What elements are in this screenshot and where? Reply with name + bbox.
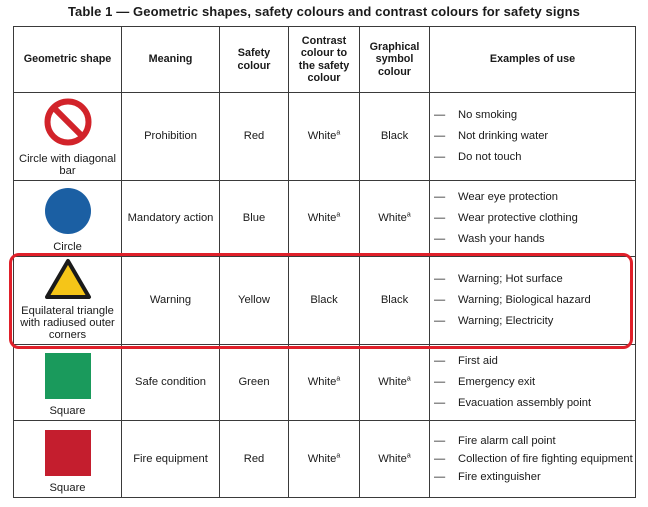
list-item: — Collection of fire fighting equipment bbox=[434, 453, 635, 466]
meaning-cell: Warning bbox=[122, 257, 220, 345]
table-row bbox=[14, 181, 636, 257]
footnote-mark: a bbox=[336, 375, 341, 383]
list-item: — No smoking bbox=[434, 109, 635, 122]
safety-colour-cell: Yellow bbox=[220, 257, 289, 345]
contrast-colour-cell: White$^a$ bbox=[289, 421, 360, 498]
list-item: — Wear protective clothing bbox=[434, 212, 635, 225]
safety-signs-table bbox=[13, 26, 636, 498]
fire-equipment-square-icon bbox=[45, 430, 91, 476]
shape-label: Equilateral triangle with radiused outer corners bbox=[20, 305, 115, 341]
header-contrast-colour: Contrast colour to the safety colour bbox=[289, 27, 360, 93]
shape-cell bbox=[14, 345, 122, 421]
header-examples-of-use: Examples of use bbox=[430, 27, 636, 93]
list-item: — Not drinking water bbox=[434, 130, 635, 143]
table-row bbox=[14, 421, 636, 498]
examples-cell bbox=[430, 181, 636, 257]
safe-condition-square-icon bbox=[45, 353, 91, 399]
symbol-colour-cell: White$^a$ bbox=[360, 345, 430, 421]
meaning-cell: Mandatory action bbox=[122, 181, 220, 257]
safety-colour-cell: Green bbox=[220, 345, 289, 421]
meaning-cell: Fire equipment bbox=[122, 421, 220, 498]
footnote-mark: a bbox=[336, 129, 341, 137]
prohibition-sign-icon bbox=[43, 97, 93, 147]
list-item: — Wash your hands bbox=[434, 233, 635, 246]
list-item: — Wear eye protection bbox=[434, 191, 635, 204]
shape-label: Circle with diagonal bar bbox=[18, 153, 116, 177]
contrast-colour-cell: White$^a$ bbox=[289, 345, 360, 421]
examples-cell bbox=[430, 421, 636, 498]
safety-colour-cell: Red bbox=[220, 421, 289, 498]
shape-label: Square bbox=[49, 482, 86, 494]
list-item: — Warning; Hot surface bbox=[434, 273, 635, 286]
table-row bbox=[14, 93, 636, 181]
list-item: — Evacuation assembly point bbox=[434, 397, 635, 410]
symbol-colour-cell: White$^a$ bbox=[360, 421, 430, 498]
header-safety-colour: Safety colour bbox=[220, 27, 289, 93]
footnote-mark: a bbox=[336, 211, 341, 219]
list-item: — Do not touch bbox=[434, 151, 635, 164]
mandatory-circle-icon bbox=[44, 187, 92, 235]
table-row bbox=[14, 345, 636, 421]
meaning-cell: Safe condition bbox=[122, 345, 220, 421]
list-item: — Warning; Biological hazard bbox=[434, 294, 635, 307]
list-item: — First aid bbox=[434, 355, 635, 368]
symbol-colour-cell: Black bbox=[360, 257, 430, 345]
footnote-mark: a bbox=[336, 451, 341, 459]
header-meaning: Meaning bbox=[122, 27, 220, 93]
shape-label: Circle bbox=[53, 241, 82, 253]
contrast-colour-cell: White$^a$ bbox=[289, 93, 360, 181]
shape-cell bbox=[14, 257, 122, 345]
table-title: Table 1 — Geometric shapes, safety colours and contrast colours for safety signs bbox=[67, 4, 581, 19]
shape-cell bbox=[14, 421, 122, 498]
symbol-colour-cell: Black bbox=[360, 93, 430, 181]
examples-cell bbox=[430, 93, 636, 181]
footnote-mark: a bbox=[406, 211, 411, 219]
examples-cell bbox=[430, 257, 636, 345]
header-geometric-shape: Geometric shape bbox=[14, 27, 122, 93]
symbol-colour-cell: White$^a$ bbox=[360, 181, 430, 257]
header-symbol-colour: Graphical symbol colour bbox=[360, 27, 430, 93]
safety-colour-cell: Red bbox=[220, 93, 289, 181]
footnote-mark: a bbox=[406, 375, 411, 383]
contrast-colour-cell: Black bbox=[289, 257, 360, 345]
contrast-colour-cell: White$^a$ bbox=[289, 181, 360, 257]
list-item: — Fire extinguisher bbox=[434, 471, 635, 484]
table-header-row bbox=[14, 27, 636, 93]
list-item: — Warning; Electricity bbox=[434, 315, 635, 328]
shape-label: Square bbox=[49, 405, 86, 417]
meaning-cell: Prohibition bbox=[122, 93, 220, 181]
shape-cell bbox=[14, 181, 122, 257]
list-item: — Emergency exit bbox=[434, 376, 635, 389]
shape-cell bbox=[14, 93, 122, 181]
table-row bbox=[14, 257, 636, 345]
warning-triangle-icon bbox=[43, 257, 93, 301]
list-item: — Fire alarm call point bbox=[434, 435, 635, 448]
footnote-mark: a bbox=[406, 451, 411, 459]
safety-colour-cell: Blue bbox=[220, 181, 289, 257]
examples-cell bbox=[430, 345, 636, 421]
